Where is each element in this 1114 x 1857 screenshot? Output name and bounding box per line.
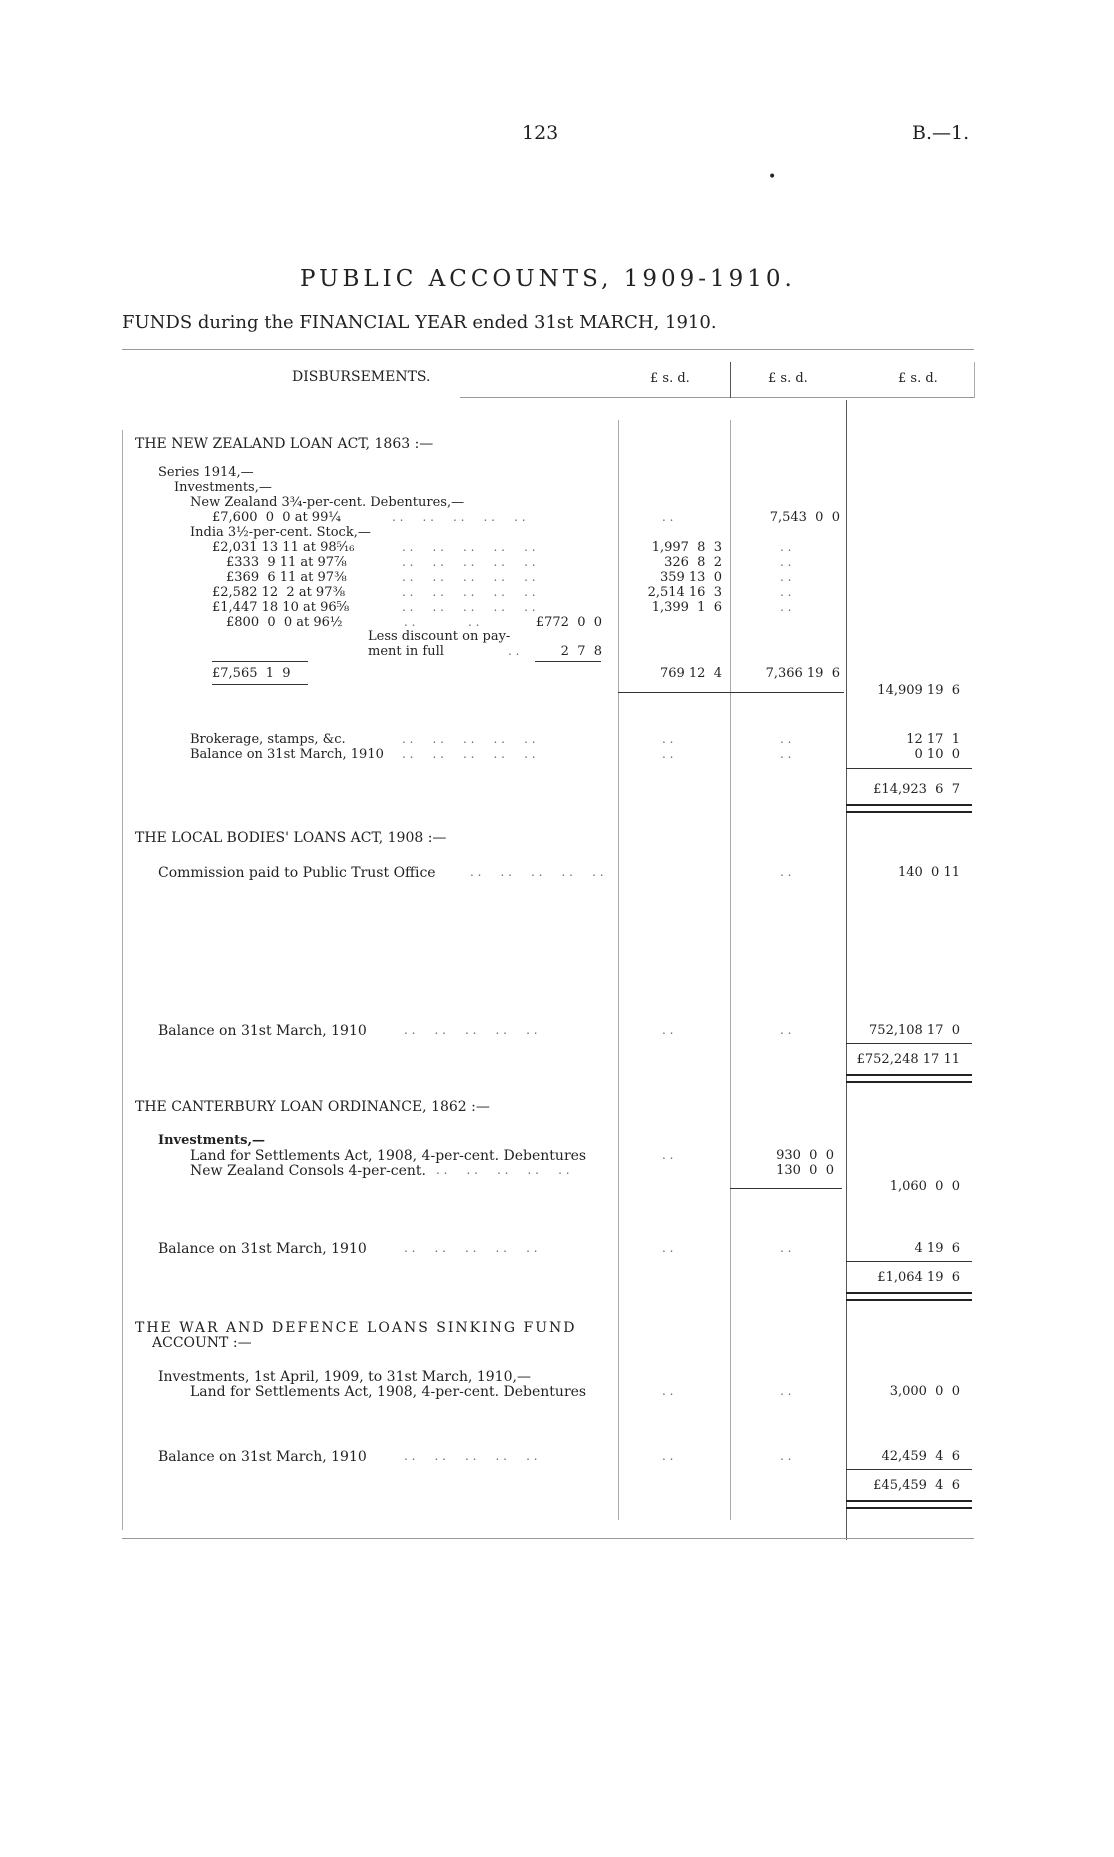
leader-dots: . . . . . . . . . . [402, 585, 536, 599]
commission-label: Commission paid to Public Trust Office [158, 865, 436, 881]
investments-label: Investments,— [174, 480, 272, 495]
stock-lot-value: 1,997 8 3 [651, 540, 722, 555]
double-rule [846, 1500, 972, 1509]
section-title-war-defence: THE WAR AND DEFENCE LOANS SINKING FUND [135, 1320, 577, 1336]
stock-lot: £800 0 0 at 96½ [226, 615, 343, 630]
balance-value: 752,108 17 0 [869, 1023, 960, 1038]
leader-dots: . . [662, 1449, 674, 1463]
column-divider-1 [618, 420, 619, 1520]
leader-dots: . . . . . . . . . . [404, 1023, 538, 1037]
leader-dots: . . [508, 644, 520, 658]
col2-total: 7,366 19 6 [765, 666, 840, 681]
stock-lot: £333 9 11 at 97⅞ [226, 555, 347, 570]
rule [846, 1043, 972, 1044]
page-subtitle: FUNDS during the FINANCIAL YEAR ended 31st MARCH, 1910. [122, 312, 717, 333]
section-total: £752,248 17 11 [856, 1052, 960, 1067]
land-debentures-value: 3,000 0 0 [889, 1384, 960, 1399]
investments-label: Investments,— [158, 1133, 266, 1148]
leader-dots: . . [780, 555, 792, 569]
table-bottom-rule [122, 1538, 974, 1539]
stock-lot-value: 359 13 0 [659, 570, 722, 585]
nz-debentures-label: New Zealand 3¾-per-cent. Debentures,— [190, 495, 465, 510]
rule [535, 661, 601, 662]
leader-dots: . . [780, 1384, 792, 1398]
balance-value: 42,459 4 6 [881, 1449, 960, 1464]
leader-dots: . . . . . . . . . . [402, 540, 536, 554]
leader-dots: . . [780, 865, 792, 879]
land-debentures-label: Land for Settlements Act, 1908, 4-per-cent. Debentures [190, 1384, 587, 1400]
rule [212, 684, 308, 685]
stock-lot: £2,031 13 11 at 98⁵⁄₁₆ [212, 540, 355, 555]
balance-label: Balance on 31st March, 1910 [158, 1449, 367, 1465]
leader-dots: . . [662, 1148, 674, 1162]
page-title: PUBLIC ACCOUNTS, 1909-1910. [300, 266, 796, 292]
leader-dots: . . . . . . . . . . [402, 555, 536, 569]
double-rule [846, 1292, 972, 1301]
header-col-2: £ s. d. [768, 371, 808, 386]
nz-consols-value: 130 0 0 [776, 1163, 834, 1178]
stock-lot: £369 6 11 at 97⅜ [226, 570, 347, 585]
header-col-3: £ s. d. [898, 371, 938, 386]
section-total: £1,064 19 6 [877, 1270, 960, 1285]
brokerage-label: Brokerage, stamps, &c. [190, 732, 346, 747]
header-bottom-rule [460, 397, 974, 398]
leader-dots: . . [780, 570, 792, 584]
subtotal-value: 1,060 0 0 [889, 1179, 960, 1194]
stock-total: £7,565 1 9 [212, 666, 291, 681]
less-discount-label: Less discount on pay- [368, 629, 511, 644]
land-debentures-label: Land for Settlements Act, 1908, 4-per-cent. Debentures [190, 1148, 587, 1164]
leader-dots: . . . . . . . . . . [404, 1449, 538, 1463]
speck-mark: • [768, 169, 777, 185]
leader-dots: . . [780, 732, 792, 746]
nz-consols-label: New Zealand Consols 4-per-cent. [190, 1163, 426, 1179]
nz-debenture-value: 7,543 0 0 [769, 510, 840, 525]
header-divider [730, 362, 731, 398]
double-rule [846, 804, 972, 813]
rule [730, 1188, 842, 1189]
stock-lot-value: 326 8 2 [664, 555, 722, 570]
section-title-nz-loan: THE NEW ZEALAND LOAN ACT, 1863 :— [135, 436, 434, 452]
discount-value: 2 7 8 [560, 644, 602, 659]
leader-dots: . . [662, 510, 674, 524]
header-col-1: £ s. d. [650, 371, 690, 386]
section-total: £45,459 4 6 [873, 1478, 960, 1493]
column-divider-3 [846, 400, 847, 1540]
table-top-rule [122, 349, 974, 350]
stock-lot-value: 2,514 16 3 [647, 585, 722, 600]
ment-in-full-label: ment in full [368, 644, 444, 659]
leader-dots: . . [780, 540, 792, 554]
page-number: 123 [522, 122, 559, 144]
rule [212, 661, 308, 662]
india-stock-label: India 3½-per-cent. Stock,— [190, 525, 371, 540]
section-sum: 14,909 19 6 [877, 683, 960, 698]
leader-dots: . . . . . . . . . . [402, 570, 536, 584]
leader-dots: . . . . . . . . . . [404, 1241, 538, 1255]
leader-dots: . . [780, 1241, 792, 1255]
stock-lot: £1,447 18 10 at 96⅝ [212, 600, 350, 615]
rule [846, 1261, 972, 1262]
investments-label: Investments, 1st April, 1909, to 31st March, 1910,— [158, 1369, 531, 1385]
balance-label: Balance on 31st March, 1910 [158, 1023, 367, 1039]
leader-dots: . . [404, 615, 416, 629]
leader-dots: . . . . . . . . . . [436, 1163, 570, 1177]
leader-dots: . . . . . . . . . . [402, 600, 536, 614]
leader-dots: . . [662, 1241, 674, 1255]
leader-dots: . . . . . . . . . . [402, 732, 536, 746]
commission-value: 140 0 11 [897, 865, 960, 880]
section-total: £14,923 6 7 [873, 782, 960, 797]
rule [846, 1469, 972, 1470]
section-title-war-defence-cont: ACCOUNT :— [152, 1335, 252, 1351]
stock-lot: £2,582 12 2 at 97⅜ [212, 585, 346, 600]
header-divider-right [974, 362, 975, 398]
nz-debenture-lot: £7,600 0 0 at 99¼ [212, 510, 341, 525]
leader-dots: . . [780, 747, 792, 761]
brokerage-value: 12 17 1 [906, 732, 960, 747]
stock-lot-value: 1,399 1 6 [651, 600, 722, 615]
balance-label: Balance on 31st March, 1910 [158, 1241, 367, 1257]
leader-dots: . . [780, 585, 792, 599]
balance-value: 4 19 6 [914, 1241, 960, 1256]
rule [846, 768, 972, 769]
leader-dots: . . . . . . . . . . [392, 510, 526, 524]
land-debentures-value: 930 0 0 [776, 1148, 834, 1163]
double-rule [846, 1074, 972, 1083]
leader-dots: . . . . . . . . . . [470, 865, 604, 879]
series-label: Series 1914,— [158, 465, 254, 480]
stock-lot-value: £772 0 0 [535, 615, 602, 630]
balance-value: 0 10 0 [914, 747, 960, 762]
leader-dots: . . [662, 1023, 674, 1037]
leader-dots: . . [662, 747, 674, 761]
section-title-local-bodies: THE LOCAL BODIES' LOANS ACT, 1908 :— [135, 830, 447, 846]
header-disbursements: DISBURSEMENTS. [292, 369, 431, 385]
column-divider-2 [730, 420, 731, 1520]
leader-dots: . . [780, 1449, 792, 1463]
section-title-canterbury: THE CANTERBURY LOAN ORDINANCE, 1862 :— [135, 1099, 490, 1115]
leader-dots: . . [662, 1384, 674, 1398]
left-margin-rule [122, 430, 123, 1530]
leader-dots: . . [468, 615, 480, 629]
rule [618, 692, 844, 693]
leader-dots: . . . . . . . . . . [402, 747, 536, 761]
leader-dots: . . [662, 732, 674, 746]
leader-dots: . . [780, 1023, 792, 1037]
leader-dots: . . [780, 600, 792, 614]
section-code: B.—1. [912, 122, 970, 144]
stock-net: 769 12 4 [659, 666, 722, 681]
balance-label: Balance on 31st March, 1910 [190, 747, 384, 762]
